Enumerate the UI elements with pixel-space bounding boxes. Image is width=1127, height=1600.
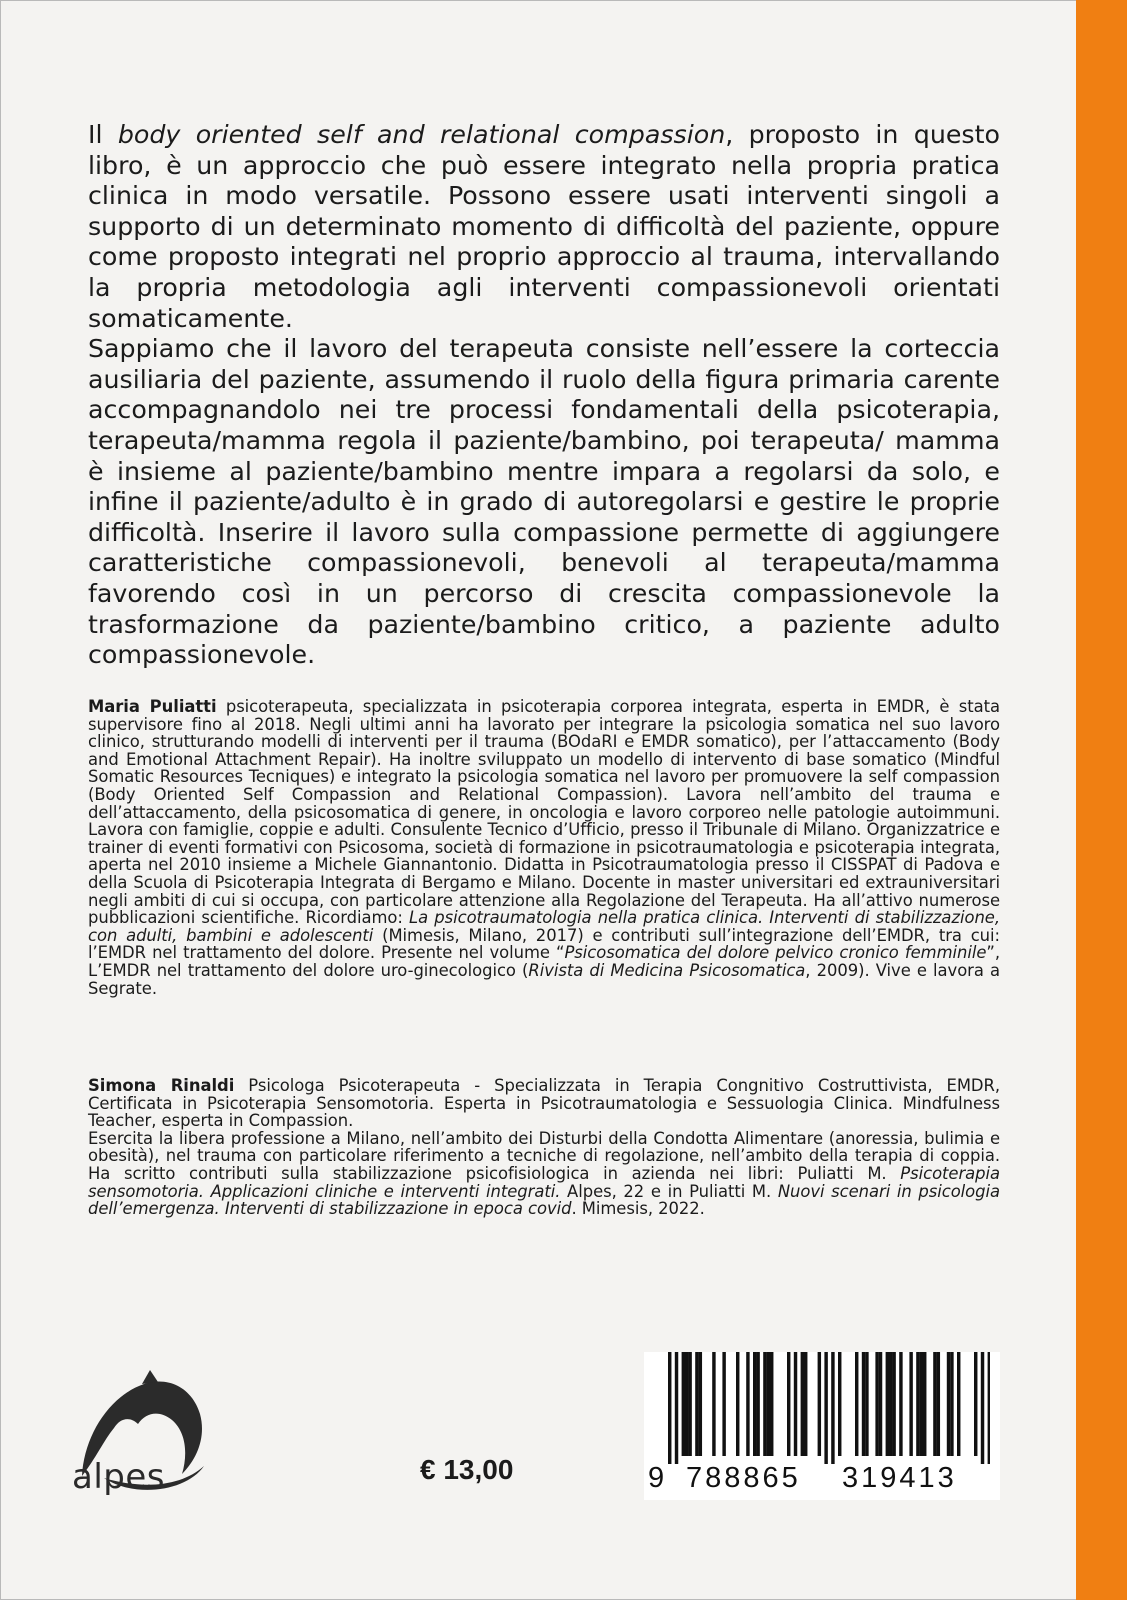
isbn-barcode: 9 788865 319413 bbox=[644, 1352, 1000, 1500]
barcode-bar bbox=[722, 1352, 725, 1456]
barcode-bar bbox=[753, 1352, 756, 1456]
barcode-bar bbox=[736, 1352, 739, 1456]
barcode-bar bbox=[685, 1352, 688, 1456]
barcode-bar bbox=[824, 1352, 827, 1464]
barcode-bar bbox=[831, 1352, 834, 1464]
barcode-bar bbox=[804, 1352, 807, 1456]
barcode-bar bbox=[675, 1352, 678, 1464]
author-bio-puliatti: Maria Puliatti psicoterapeuta, specializzata in psicoterapia corporea integrata, esperta in EMDR, è stata supervisore fino al 2018. Negli ultimi anni ha lavorato per integrare la psicologia somatica nel suo lavoro clinico, strutturando modelli di interventi per il trauma (BOdaRI e EMDR somatico), per l’attaccamento (Body and Emotional Attachment Repair). Ha inoltre sviluppato un modello di intervento di base somatico (Mindful Somatic Resources Tecniques) e integrato la psicologia somatica nel lavoro per promuovere la self compassion (Body Oriented Self Compassion and Relational Compassion). Lavora nell’ambito del trauma e dell’attaccamento, della psicosomatica di genere, in oncologia e lavoro corporeo nelle patologie autoimmuni. Lavora con famiglie, coppie e adulti. Consulente Tecnico d’Ufficio, presso il Tribunale di Milano. Organizzatrice e trainer di eventi formativi con Psicosoma, società di formazione in psicotraumatologia e psicoterapia integrata, aperta nel 2010 insieme a Michele Giannantonio. Didatta in Psicotraumatologia presso il CISSPAT di Padova e della Scuola di Psicoterapia Integrata di Bergamo e Milano. Docente in master universitari ed extrauniversitari negli ambiti di cui si occupa, con particolare attenzione alla Regolazione del Terapeuta. Ha all’attivo numerose pubblicazioni scientifiche. Ricordiamo: La psicotraumatologia nella pratica clinica. Interventi di stabilizzazione, con adulti, bambini e adolescenti (Mimesis, Milano, 2017) e contributi sull’integrazione dell’EMDR, tra cui: l’EMDR nel trattamento del dolore. Presente nel volume “Psicosomatica del dolore pelvico cronico femminile”, L’EMDR nel trattamento del dolore uro-ginecologico (Rivista di Medicina Psicosomatica, 2009). Vive e lavora a Segrate. bbox=[88, 697, 1000, 998]
barcode-bar bbox=[699, 1352, 702, 1456]
author-name: Simona Rinaldi bbox=[88, 1076, 235, 1095]
barcode-bar bbox=[875, 1352, 878, 1456]
barcode-bar bbox=[892, 1352, 895, 1456]
barcode-bar bbox=[933, 1352, 936, 1456]
barcode-bar bbox=[950, 1352, 953, 1456]
barcode-bar bbox=[909, 1352, 912, 1456]
price-label: € 13,00 bbox=[420, 1454, 514, 1485]
barcode-bar bbox=[855, 1352, 858, 1456]
barcode-bar bbox=[695, 1352, 698, 1456]
barcode-bar bbox=[794, 1352, 797, 1456]
barcode-bar bbox=[947, 1352, 950, 1456]
barcode-bar bbox=[787, 1352, 790, 1456]
barcode-bar bbox=[957, 1352, 960, 1456]
barcode-bar bbox=[862, 1352, 865, 1456]
author-name: Maria Puliatti bbox=[88, 697, 217, 716]
barcode-bar bbox=[981, 1352, 984, 1464]
barcode-bar bbox=[763, 1352, 766, 1456]
author-bio-rinaldi: Simona Rinaldi Psicologa Psicoterapeuta - Specializzata in Terapia Congnitivo Costruttivista, EMDR, Certificata in Psicoterapia Sensomotoria. Esperta in Psicotraumatologia e Sessuologia Clinica. Mindfulness Teacher, esperta in Compassion. Esercita la libera professione a Milano, nell’ambito dei Disturbi della Condotta Alimentare (anoressia, bulimia e obesità), nel trauma con particolare riferimento a tecniche di regolazione, nell’ambito della terapia di coppia. Ha scritto contributi sulla stabilizzazione psicofisiologica in azienda nei libri: Puliatti M. Psicoterapia sensomotoria. Applicazioni cliniche e interventi integrati. Alpes, 22 e in Puliatti M. Nuovi scenari in psicologia dell’emergenza. Interventi di stabilizzazione in epoca covid. Mimesis, 2022. bbox=[88, 1076, 1001, 1219]
barcode-bar bbox=[767, 1352, 770, 1456]
barcode-bar bbox=[889, 1352, 892, 1456]
barcode-bar bbox=[974, 1352, 977, 1456]
barcode-bar bbox=[886, 1352, 889, 1456]
barcode-bar bbox=[756, 1352, 759, 1456]
barcode-bar bbox=[937, 1352, 940, 1456]
barcode-bar bbox=[865, 1352, 868, 1456]
barcode-bar bbox=[838, 1352, 841, 1456]
barcode-bar bbox=[801, 1352, 804, 1456]
barcode-bar bbox=[879, 1352, 882, 1456]
barcode-bar bbox=[818, 1352, 821, 1456]
book-description bbox=[88, 120, 1000, 671]
barcode-bar bbox=[682, 1352, 685, 1456]
barcode-bar bbox=[668, 1352, 671, 1464]
barcode-bar bbox=[920, 1352, 923, 1456]
barcode-bar bbox=[988, 1352, 990, 1464]
barcode-bar bbox=[688, 1352, 691, 1456]
barcode-bar bbox=[712, 1352, 715, 1456]
barcode-bars bbox=[660, 1352, 990, 1464]
publisher-logo-text: alpes bbox=[72, 1457, 165, 1497]
barcode-bar bbox=[770, 1352, 773, 1456]
description-paragraph-1: Il body oriented self and relational compassion, proposto in questo libro, è un approccio che può essere integrato nella propria pratica clinica in modo versatile. Possono essere usati interventi singoli a supporto di un determinato momento di difficoltà del paziente, oppure come proposto integrati nel proprio approccio al trauma, intervallando la propria metodologia agli interventi compassionevoli orientati somaticamente. bbox=[88, 120, 1001, 333]
spine-color-band bbox=[1076, 0, 1127, 1600]
barcode-bar bbox=[899, 1352, 902, 1456]
description-paragraph-2: Sappiamo che il lavoro del terapeuta consiste nell’essere la corteccia ausiliaria del paziente, assumendo il ruolo della figura primaria carente accompagnandolo nei tre processi fondamentali della psicoterapia, terapeuta/mamma regola il paziente/bambino, poi terapeuta/ mamma è insieme al paziente/bambino mentre impara a regolarsi da solo, e infine il paziente/adulto è in grado di autoregolarsi e gestire le proprie difficoltà. Inserire il lavoro sulla compassione permette di aggiungere caratteristiche compassionevoli, benevoli al terapeuta/mamma favorendo così in un percorso di crescita compassionevole la trasformazione da paziente/bambino critico, a paziente adulto compassionevole. bbox=[88, 334, 1000, 670]
barcode-bar bbox=[916, 1352, 919, 1456]
barcode-bar bbox=[923, 1352, 926, 1456]
barcode-bar bbox=[746, 1352, 749, 1456]
